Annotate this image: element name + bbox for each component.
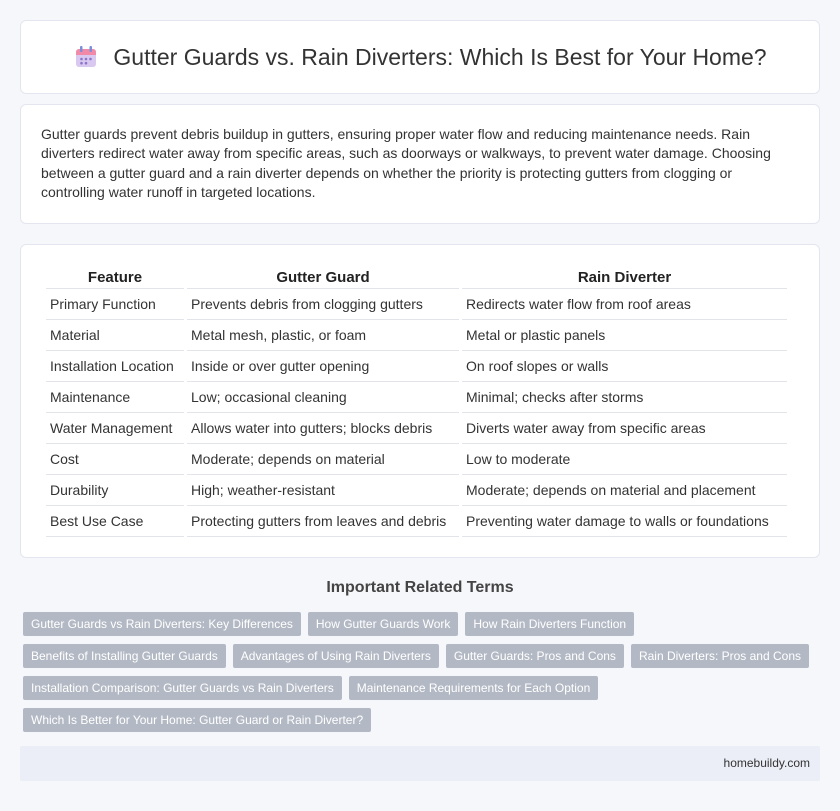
rain-diverter-cell: Preventing water damage to walls or foundations (462, 506, 787, 537)
header-gutter-guard: Gutter Guard (187, 265, 459, 289)
page-title: Gutter Guards vs. Rain Diverters: Which Is Best for Your Home? (113, 43, 767, 70)
gutter-guard-cell: Protecting gutters from leaves and debris (187, 506, 459, 537)
calendar-icon (73, 44, 99, 70)
gutter-guard-cell: Allows water into gutters; blocks debris (187, 413, 459, 444)
related-term-tag[interactable]: How Gutter Guards Work (308, 612, 458, 636)
table-row (46, 351, 787, 382)
comparison-table (43, 265, 790, 537)
rain-diverter-cell: Minimal; checks after storms (462, 382, 787, 413)
related-term-tag[interactable]: Rain Diverters: Pros and Cons (631, 644, 809, 668)
rain-diverter-cell: Redirects water flow from roof areas (462, 289, 787, 320)
gutter-guard-cell: Prevents debris from clogging gutters (187, 289, 459, 320)
intro-card (20, 104, 820, 224)
feature-cell: Cost (46, 444, 184, 475)
feature-cell: Installation Location (46, 351, 184, 382)
rain-diverter-cell: Low to moderate (462, 444, 787, 475)
table-row (46, 475, 787, 506)
table-row (46, 506, 787, 537)
table-row (46, 289, 787, 320)
rain-diverter-cell: On roof slopes or walls (462, 351, 787, 382)
table-row (46, 382, 787, 413)
title-card (20, 20, 820, 94)
gutter-guard-cell: Low; occasional cleaning (187, 382, 459, 413)
feature-cell: Best Use Case (46, 506, 184, 537)
footer (20, 746, 820, 781)
header-feature: Feature (46, 265, 184, 289)
rain-diverter-cell: Metal or plastic panels (462, 320, 787, 351)
table-row (46, 444, 787, 475)
header-rain-diverter: Rain Diverter (462, 265, 787, 289)
table-row (46, 413, 787, 444)
table-row (46, 320, 787, 351)
site-name[interactable]: homebuildy.com (723, 756, 810, 770)
feature-cell: Durability (46, 475, 184, 506)
related-term-tag[interactable]: Gutter Guards vs Rain Diverters: Key Differences (23, 612, 301, 636)
intro-paragraph: Gutter guards prevent debris buildup in gutters, ensuring proper water flow and reducing maintenance needs. Rain diverters redirect water away from specific areas, such as doorways or walkways, to prevent water damage. Choosing between a gutter guard and a rain diverter depends on whether the priority is protecting gutters from clogging or controlling water runoff in targeted locations. (41, 126, 771, 201)
table-header-row (46, 265, 787, 289)
related-terms-title: Important Related Terms (326, 579, 514, 596)
rain-diverter-cell: Diverts water away from specific areas (462, 413, 787, 444)
feature-cell: Maintenance (46, 382, 184, 413)
related-term-tag[interactable]: Gutter Guards: Pros and Cons (446, 644, 624, 668)
related-term-tag[interactable]: Advantages of Using Rain Diverters (233, 644, 439, 668)
gutter-guard-cell: Moderate; depends on material (187, 444, 459, 475)
related-term-tag[interactable]: Benefits of Installing Gutter Guards (23, 644, 226, 668)
feature-cell: Water Management (46, 413, 184, 444)
related-terms-list (23, 612, 823, 732)
gutter-guard-cell: Metal mesh, plastic, or foam (187, 320, 459, 351)
related-term-tag[interactable]: How Rain Diverters Function (465, 612, 634, 636)
gutter-guard-cell: Inside or over gutter opening (187, 351, 459, 382)
gutter-guard-cell: High; weather-resistant (187, 475, 459, 506)
related-term-tag[interactable]: Which Is Better for Your Home: Gutter Guard or Rain Diverter? (23, 708, 371, 732)
feature-cell: Material (46, 320, 184, 351)
related-term-tag[interactable]: Maintenance Requirements for Each Option (349, 676, 598, 700)
related-term-tag[interactable]: Installation Comparison: Gutter Guards vs Rain Diverters (23, 676, 342, 700)
comparison-card (20, 244, 820, 558)
rain-diverter-cell: Moderate; depends on material and placement (462, 475, 787, 506)
feature-cell: Primary Function (46, 289, 184, 320)
